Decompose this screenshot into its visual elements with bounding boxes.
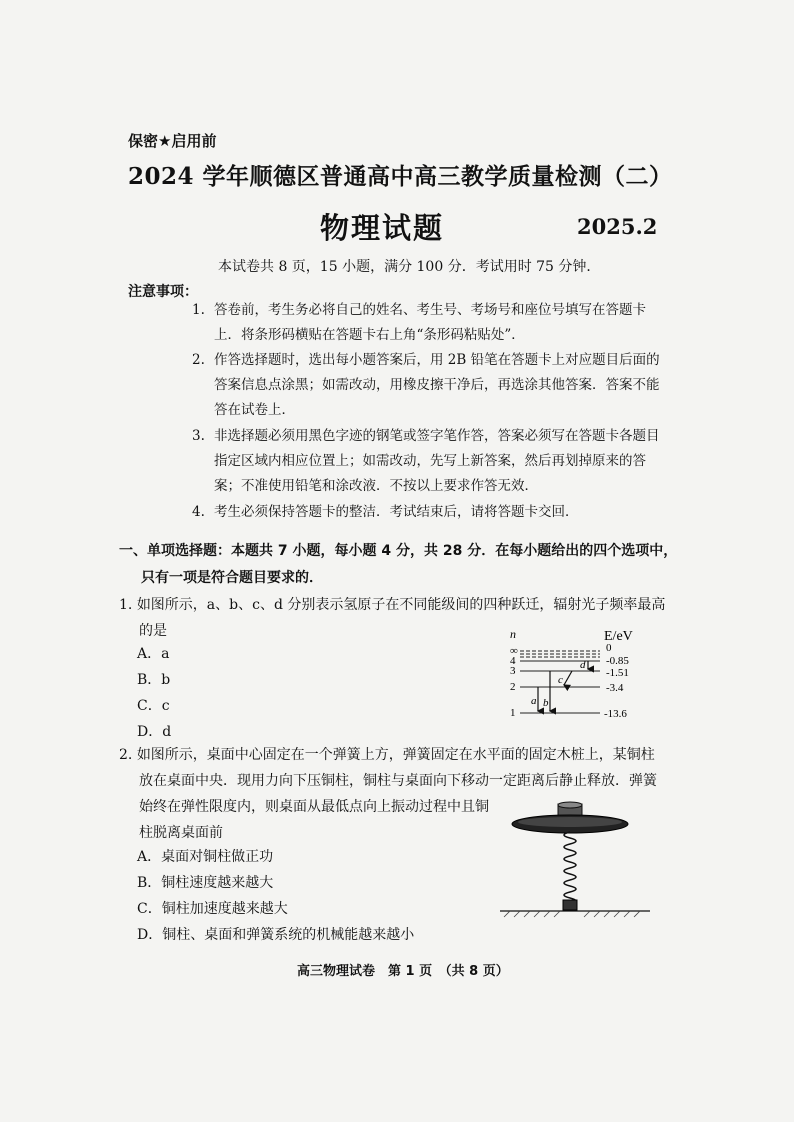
question-line: 如图所示，a、b、c、d 分别表示氢原子在不同能级间的四种跃迁，辐射光子频率最高 bbox=[136, 597, 666, 613]
option-b: B．铜柱速度越来越大 bbox=[137, 875, 274, 891]
question-line: 放在桌面中央．现用力向下压铜柱，铜柱与桌面向下移动一定距离后静止释放．弹簧 bbox=[139, 773, 657, 789]
level-n-label: 1 bbox=[510, 707, 516, 719]
notes-heading: 注意事项： bbox=[128, 284, 198, 300]
n-axis-label: n bbox=[510, 627, 516, 641]
ground-hatch bbox=[504, 911, 640, 917]
note-item bbox=[192, 500, 672, 525]
energy-level-diagram bbox=[500, 626, 660, 726]
exam-date: 2025.2 bbox=[577, 214, 658, 239]
question-line: 柱脱离桌面前 bbox=[139, 825, 223, 841]
note-number: 3. bbox=[192, 428, 205, 444]
note-number: 1. bbox=[192, 302, 205, 318]
note-number: 2. bbox=[192, 352, 205, 368]
spring bbox=[564, 832, 576, 904]
table-disk-top bbox=[518, 817, 622, 827]
option-a: A．a bbox=[137, 646, 170, 662]
subject-title: 物理试题 bbox=[320, 211, 445, 245]
level-n-label: 2 bbox=[510, 681, 516, 693]
arrow-label-d: d bbox=[580, 659, 586, 671]
option-a: A．桌面对铜柱做正功 bbox=[137, 849, 274, 865]
option-c: C．c bbox=[137, 698, 170, 714]
exam-meta: 本试卷共 8 页，15 小题，满分 100 分．考试用时 75 分钟． bbox=[218, 259, 601, 275]
note-item bbox=[192, 298, 672, 348]
page-footer: 高三物理试卷 第 1 页 （共 8 页） bbox=[297, 964, 509, 979]
option-b: B．b bbox=[137, 672, 171, 688]
level-n-label: 3 bbox=[510, 665, 516, 677]
section-heading-line1: 一、单项选择题：本题共 7 小题，每小题 4 分，共 28 分．在每小题给出的四个选项中， bbox=[119, 543, 678, 559]
level-n-label: 4 bbox=[510, 655, 516, 667]
cylinder-top bbox=[558, 802, 582, 808]
question-number: 2. bbox=[119, 747, 133, 763]
wooden-post bbox=[563, 900, 577, 910]
note-text: 作答选择题时，选出每小题答案后，用 2B 铅笔在答题卡上对应题目后面的答案信息点涂黑；如需改动，用橡皮擦干净后，再选涂其他答案．答案不能答在试卷上． bbox=[214, 352, 660, 418]
note-text: 答卷前，考生务必将自己的姓名、考生号、考场号和座位号填写在答题卡上．将条形码横贴在答题卡右上角“条形码粘贴处”． bbox=[214, 302, 646, 343]
level-energy-label: -13.6 bbox=[604, 708, 627, 720]
confidential-label: 保密★启用前 bbox=[128, 132, 217, 150]
energy-axis-label: E/eV bbox=[604, 629, 633, 644]
question-line: 如图所示，桌面中心固定在一个弹簧上方，弹簧固定在水平面的固定木桩上，某铜柱 bbox=[136, 747, 655, 763]
option-d: D．铜柱、桌面和弹簧系统的机械能越来越小 bbox=[137, 927, 415, 943]
spring-table-diagram bbox=[500, 800, 650, 918]
note-number: 4. bbox=[192, 504, 205, 520]
note-item bbox=[192, 424, 672, 499]
arrow-label-c: c bbox=[558, 674, 563, 686]
transition-arrow-c bbox=[564, 671, 572, 685]
question-line: 始终在弹性限度内，则桌面从最低点向上振动过程中且铜 bbox=[139, 799, 489, 815]
question-number: 1. bbox=[119, 597, 133, 613]
level-n-label: ∞ bbox=[510, 645, 518, 657]
note-text: 考生必须保持答题卡的整洁．考试结束后，请将答题卡交回． bbox=[214, 504, 579, 520]
exam-title: 2024 学年顺德区普通高中高三教学质量检测（二） bbox=[128, 163, 673, 190]
level-energy-label: -0.85 bbox=[606, 655, 629, 667]
level-energy-label: 0 bbox=[606, 642, 612, 654]
section-heading bbox=[119, 538, 679, 592]
arrow-label-b: b bbox=[543, 697, 549, 709]
option-d: D．d bbox=[137, 724, 172, 740]
level-energy-label: -1.51 bbox=[606, 667, 629, 679]
arrow-label-a: a bbox=[531, 695, 537, 707]
note-text: 非选择题必须用黑色字迹的钢笔或签字笔作答，答案必须写在答题卡各题目指定区域内相应位置上；如需改动，先写上新答案，然后再划掉原来的答案；不准使用铅笔和涂改液．不按以上要求作答无效． bbox=[214, 428, 660, 494]
section-heading-line2: 只有一项是符合题目要求的． bbox=[141, 570, 323, 586]
note-item bbox=[192, 348, 672, 423]
option-c: C．铜柱加速度越来越大 bbox=[137, 901, 288, 917]
level-energy-label: -3.4 bbox=[606, 682, 624, 694]
question-line: 的是 bbox=[139, 623, 167, 639]
